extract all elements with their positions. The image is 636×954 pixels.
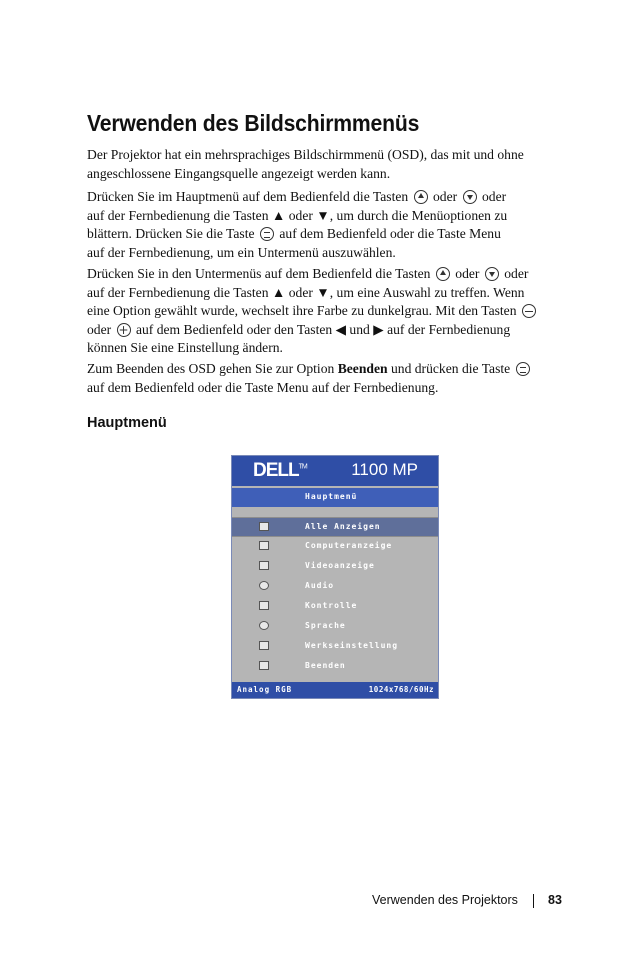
osd-menu-list — [232, 517, 438, 677]
panel-menu-button-icon — [260, 227, 274, 241]
osd-model: 1100 MP — [351, 460, 418, 479]
text-line: auf der Fernbedienung, um ein Untermenü auszuwählen. — [87, 244, 396, 260]
text-line: auf dem Bedienfeld oder die Taste Menu auf der Fernbedienung. — [87, 379, 439, 395]
panel-minus-button-icon — [522, 304, 536, 318]
bold-term: Beenden — [337, 361, 388, 376]
page-heading: Verwenden des Bildschirmmenüs — [87, 110, 420, 136]
osd-title: Hauptmenü — [305, 492, 358, 501]
panel-up-button-icon — [414, 190, 428, 204]
osd-item-label: Werkseinstellung — [305, 641, 399, 650]
footer-separator — [533, 894, 534, 908]
panel-plus-button-icon — [117, 323, 131, 337]
exit-icon — [259, 661, 269, 670]
panel-menu-button-icon — [516, 362, 530, 376]
osd-resolution: 1024x768/60Hz — [368, 685, 434, 694]
text-fragment: auf dem Bedienfeld oder den Tasten ◀ und ▶ auf der Fernbedienung — [135, 321, 511, 337]
osd-item-computeranzeige — [232, 537, 438, 557]
osd-item-label: Alle Anzeigen — [305, 522, 381, 531]
all-display-icon — [259, 522, 269, 531]
video-display-icon — [259, 561, 269, 570]
paragraph-main-menu-navigation — [87, 188, 573, 262]
footer-chapter-title: Verwenden des Projektors — [372, 893, 518, 907]
text-fragment: oder — [481, 189, 507, 204]
text-fragment: Zum Beenden des OSD gehen Sie zur Option — [87, 361, 335, 376]
panel-down-button-icon — [463, 190, 477, 204]
osd-source: Analog RGB — [237, 685, 293, 694]
text-fragment: und drücken die Taste — [390, 361, 511, 376]
section-subheading: Hauptmenü — [87, 415, 167, 431]
computer-display-icon — [259, 541, 269, 550]
page-number: 83 — [548, 893, 562, 907]
text-fragment: Drücken Sie im Hauptmenü auf dem Bedienfeld die Tasten — [87, 189, 409, 204]
osd-item-sprache — [232, 617, 438, 637]
text-line: angeschlossene Eingangsquelle angezeigt werden kann. — [87, 165, 391, 181]
text-fragment: oder — [87, 321, 112, 337]
osd-header — [232, 456, 438, 486]
osd-item-label: Kontrolle — [305, 601, 358, 610]
text-fragment: oder — [433, 189, 458, 204]
osd-item-label: Beenden — [305, 661, 346, 670]
text-fragment: auf dem Bedienfeld oder die Taste Menu — [279, 226, 501, 241]
osd-item-beenden — [232, 657, 438, 677]
osd-item-kontrolle — [232, 597, 438, 617]
paragraph-exit-osd — [87, 360, 573, 397]
osd-item-videoanzeige — [232, 557, 438, 577]
audio-icon — [259, 581, 269, 590]
osd-item-audio — [232, 577, 438, 597]
paragraph-intro — [87, 146, 573, 183]
panel-up-button-icon — [436, 267, 450, 281]
text-line: Der Projektor hat ein mehrsprachiges Bildschirmmenü (OSD), das mit und ohne — [87, 147, 524, 162]
text-fragment: oder — [504, 266, 529, 281]
panel-down-button-icon — [485, 267, 499, 281]
paragraph-submenu-navigation — [87, 265, 573, 358]
text-line: auf der Fernbedienung die Tasten ▲ oder ▼, um durch die Menüoptionen zu — [87, 207, 508, 223]
osd-item-label: Sprache — [305, 621, 346, 630]
control-icon — [259, 601, 269, 610]
text-fragment: Drücken Sie in den Untermenüs auf dem Bedienfeld die Tasten — [87, 266, 431, 281]
osd-item-label: Videoanzeige — [305, 561, 375, 570]
osd-status-bar — [232, 682, 438, 698]
osd-item-werkseinstellung — [232, 637, 438, 657]
factory-reset-icon — [259, 641, 269, 650]
text-fragment: oder — [455, 266, 480, 281]
text-fragment: eine Option gewählt wurde, wechselt ihre Farbe zu dunkelgrau. Mit den Tasten — [87, 303, 517, 318]
text-fragment: blättern. Drücken Sie die Taste — [87, 226, 255, 241]
language-icon — [259, 621, 269, 630]
osd-title-bar — [232, 488, 438, 507]
text-line: auf der Fernbedienung die Tasten ▲ oder ▼, um eine Auswahl zu treffen. Wenn — [87, 284, 525, 300]
dell-logo: DELL™ — [253, 460, 307, 481]
text-line: können Sie eine Einstellung ändern. — [87, 340, 283, 355]
osd-item-label: Audio — [305, 581, 335, 590]
osd-item-alle-anzeigen — [232, 517, 438, 537]
osd-main-menu-screenshot — [231, 455, 439, 699]
osd-item-label: Computeranzeige — [305, 541, 393, 550]
